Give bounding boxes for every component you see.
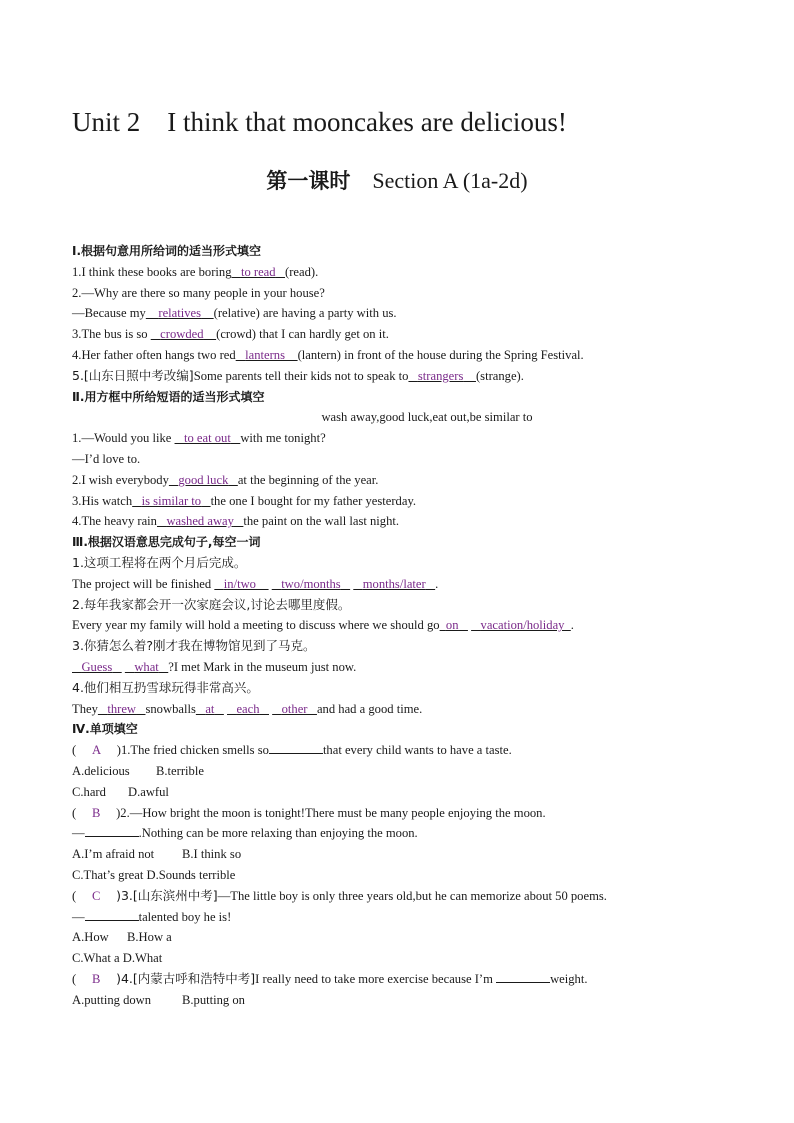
s4-question-1: ( A )1.The fried chicken smells so that every child wants to have a taste. [72, 743, 512, 758]
question-text: .Nothing can be more relaxing than enjoying the moon. [138, 826, 418, 841]
answer: lanterns [245, 347, 285, 362]
section-4-heading: Ⅳ.单项填空 [72, 722, 138, 737]
answer-blank [85, 908, 139, 921]
s1-question-4 [72, 345, 722, 366]
option-b: B.I think so [182, 847, 242, 862]
s3-question-3 [72, 657, 722, 678]
answer: at [205, 701, 215, 716]
lesson-number: 第一课时 [266, 169, 351, 193]
section-1-heading: Ⅰ.根据句意用所给词的适当形式填空 [72, 244, 262, 258]
option-a: A.delicious [72, 763, 130, 778]
exercise-content [72, 241, 722, 1010]
question-text: (read). [285, 264, 319, 279]
s4-question-2b: — .Nothing can be more relaxing than enjoying the moon. [72, 826, 418, 841]
question-text: with me tonight? [240, 431, 326, 446]
section-2-heading: Ⅱ.用方框中所给短语的适当形式填空 [72, 389, 265, 404]
answer: Guess [81, 659, 113, 674]
phrase-box: wash away,good luck,eat out,be similar to [321, 410, 533, 425]
question-text: 4.Her father often hangs two red [72, 347, 236, 362]
question-text: ?I met Mark in the museum just now. [168, 659, 357, 674]
s1-question-5 [72, 366, 722, 387]
s2-question-1b: —I’d love to. [72, 451, 141, 466]
s1-question-3 [72, 324, 722, 345]
option-a: A.I’m afraid not [72, 847, 155, 862]
s4-q1-options-ab [72, 761, 722, 782]
s4-q3-options-cd [72, 948, 722, 969]
s3-question-2-chinese: 2.每年我家都会开一次家庭会议,讨论去哪里度假。 [72, 596, 351, 612]
s3-question-1-chinese: 1.这项工程将在两个月后完成。 [72, 554, 247, 570]
answer: B [91, 971, 101, 986]
s2-question-4 [72, 511, 722, 532]
lesson-subtitle [0, 165, 794, 195]
question-text: 3.The bus is so [72, 327, 151, 342]
s4-q3-options-ab [72, 927, 722, 948]
question-text: )2.—How bright the moon is tonight!There must be many people enjoying the moon. [116, 805, 546, 820]
s4-question-3b: — talented boy he is! [72, 909, 232, 924]
s4-q1-options-cd [72, 782, 722, 803]
s1-question-1 [72, 262, 722, 283]
answer: on [445, 618, 459, 633]
answer: each [236, 701, 260, 716]
question-text: 4.The heavy rain [72, 514, 157, 529]
question-text: snowballs [145, 701, 196, 716]
question-text: —Because my [72, 306, 146, 321]
question-text: talented boy he is! [138, 909, 232, 924]
unit-title: Unit 2 I think that mooncakes are delicious! [72, 107, 567, 137]
answer: to eat out [183, 431, 231, 446]
answer: months/later [362, 576, 426, 591]
question-text: and had a good time. [316, 701, 423, 716]
option-b: B.How a [127, 930, 172, 945]
s1-question-2b [72, 303, 722, 324]
s4-question-4: ( B )4.[内蒙古呼和浩特中考]I really need to take more exercise because I’m weight. [72, 970, 588, 986]
question-text: weight. [550, 971, 588, 986]
answer: crowded [160, 327, 204, 342]
option-d: D.Sounds terrible [146, 867, 236, 882]
answer: A [91, 743, 102, 758]
s2-question-2 [72, 470, 722, 491]
option-d: D.awful [128, 784, 169, 799]
question-text: (strange). [475, 368, 524, 383]
section-3-heading: Ⅲ.根据汉语意思完成句子,每空一词 [72, 535, 261, 550]
question-source: )3.[山东滨州中考] [116, 887, 218, 903]
s4-q2-options-ab [72, 844, 722, 865]
question-text: I really need to take more exercise because I’m [255, 971, 497, 986]
option-c: C.hard [72, 784, 106, 799]
answer: relatives [158, 306, 202, 321]
answer: C [91, 888, 101, 903]
answer: is similar to [141, 493, 202, 508]
question-text: 1.I think these books are boring [72, 264, 232, 279]
question-text: Some parents tell their kids not to speak to [193, 368, 409, 383]
s3-question-1 [72, 574, 722, 595]
answer: threw [107, 701, 137, 716]
section-name: Section A (1a-2d) [372, 168, 528, 193]
s4-q4-options-ab [72, 990, 722, 1011]
s3-question-2 [72, 615, 722, 636]
question-text: . [570, 618, 574, 633]
s3-question-4 [72, 699, 722, 720]
answer: washed away [166, 514, 234, 529]
s2-question-3 [72, 491, 722, 512]
option-c: C.What a [72, 951, 120, 966]
answer: vacation/holiday [480, 618, 565, 633]
answer: other [281, 701, 308, 716]
answer-blank [269, 741, 323, 754]
question-text: —The little boy is only three years old,but he can memorize about 50 poems. [217, 888, 607, 903]
question-text: 1.—Would you like [72, 431, 175, 446]
option-a: A.How [72, 930, 109, 945]
answer: in/two [223, 576, 256, 591]
s1-question-2a: 2.—Why are there so many people in your house? [72, 285, 325, 300]
question-source: 5.[山东日照中考改编] [72, 367, 194, 383]
s2-question-1a [72, 428, 722, 449]
option-c: C.That’s great [72, 867, 144, 882]
question-text: . [435, 576, 439, 591]
question-text: (relative) are having a party with us. [213, 306, 397, 321]
option-b: B.terrible [156, 763, 204, 778]
answer-blank [496, 970, 550, 983]
question-text: the paint on the wall last night. [243, 514, 400, 529]
answer: two/months [281, 576, 341, 591]
question-text: They [72, 701, 98, 716]
option-b: B.putting on [182, 992, 245, 1007]
question-text: the one I bought for my father yesterday. [210, 493, 417, 508]
s3-question-3-chinese: 3.你猜怎么着?刚才我在博物馆见到了马克。 [72, 638, 316, 654]
question-text: The project will be finished [72, 576, 215, 591]
question-text: at the beginning of the year. [237, 472, 379, 487]
question-text: (lantern) in front of the house during the Spring Festival. [297, 347, 584, 362]
answer: good luck [178, 472, 229, 487]
answer: B [91, 805, 101, 820]
answer: to read [240, 264, 276, 279]
answer-blank [85, 824, 139, 837]
answer: what [134, 659, 159, 674]
s3-question-4-chinese: 4.他们相互扔雪球玩得非常高兴。 [72, 679, 259, 695]
s4-question-3: ( C )3.[山东滨州中考]—The little boy is only three years old,but he can memorize about 50 poems. [72, 887, 607, 903]
option-a: A.putting down [72, 992, 152, 1007]
question-text: 3.His watch [72, 493, 133, 508]
question-text: that every child wants to have a taste. [322, 743, 512, 758]
s4-q2-options-cd [72, 865, 722, 886]
question-text: )1.The fried chicken smells so [116, 743, 269, 758]
answer: strangers [417, 368, 464, 383]
question-text: 2.I wish everybody [72, 472, 169, 487]
s4-question-2: ( B )2.—How bright the moon is tonight!There must be many people enjoying the moon. [72, 805, 546, 820]
option-d: D.What [122, 951, 163, 966]
question-text: Every year my family will hold a meeting to discuss where we should go [72, 618, 440, 633]
question-text: (crowd) that I can hardly get on it. [216, 327, 389, 342]
question-source: )4.[内蒙古呼和浩特中考] [116, 970, 256, 986]
